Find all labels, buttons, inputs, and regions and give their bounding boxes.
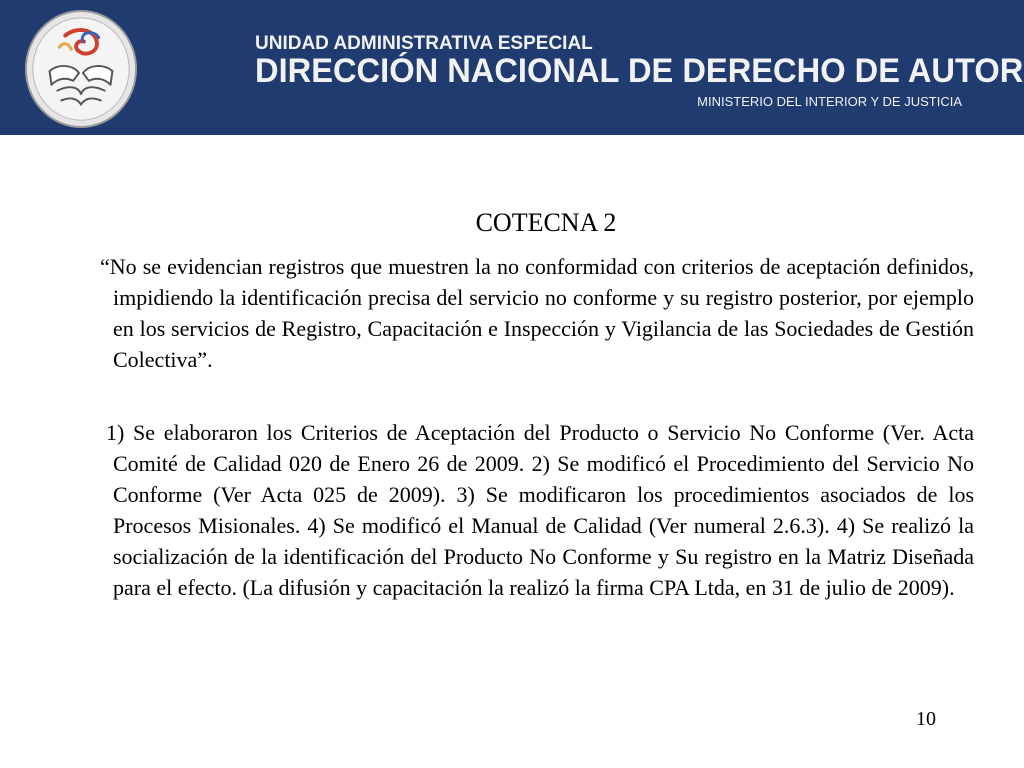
institution-logo bbox=[22, 8, 140, 130]
page-number: 10 bbox=[916, 708, 936, 730]
actions-paragraph: 1) Se elaboraron los Criterios de Aceptación del Producto o Servicio No Conforme (Ver. Acta Comité de Calidad 020 de Enero 26 de 2009. 2) Se modificó el Procedimiento del Servicio No Conforme (Ver Acta 025 de 2009). 3) Se modificaron los procedimientos asociados de los Procesos Misionales. 4) Se modificó el Manual de Calidad (Ver numeral 2.6.3). 4) Se realizó la socialización de la identificación del Producto No Conforme y Su registro en la Matriz Diseñada para el efecto. (La difusión y capacitación la realizó la firma CPA Ltda, en 31 de julio de 2009). bbox=[106, 420, 974, 600]
organization-name: DIRECCIÓN NACIONAL DE DERECHO DE AUTOR bbox=[255, 52, 1024, 90]
organization-unit: UNIDAD ADMINISTRATIVA ESPECIAL bbox=[255, 33, 593, 54]
header-banner bbox=[0, 0, 1024, 135]
ministry-name: MINISTERIO DEL INTERIOR Y DE JUSTICIA bbox=[697, 94, 962, 109]
finding-quote: “No se evidencian registros que muestren la no conformidad con criterios de aceptación definidos, impidiendo la identificación precisa del servicio no conforme y su registro posterior, por ejemplo en los servicios de Registro, Capacitación e Inspección y Vigilancia de las Sociedades de Gestión Colectiva”. bbox=[100, 254, 974, 372]
slide-title: COTECNA 2 bbox=[475, 208, 617, 237]
